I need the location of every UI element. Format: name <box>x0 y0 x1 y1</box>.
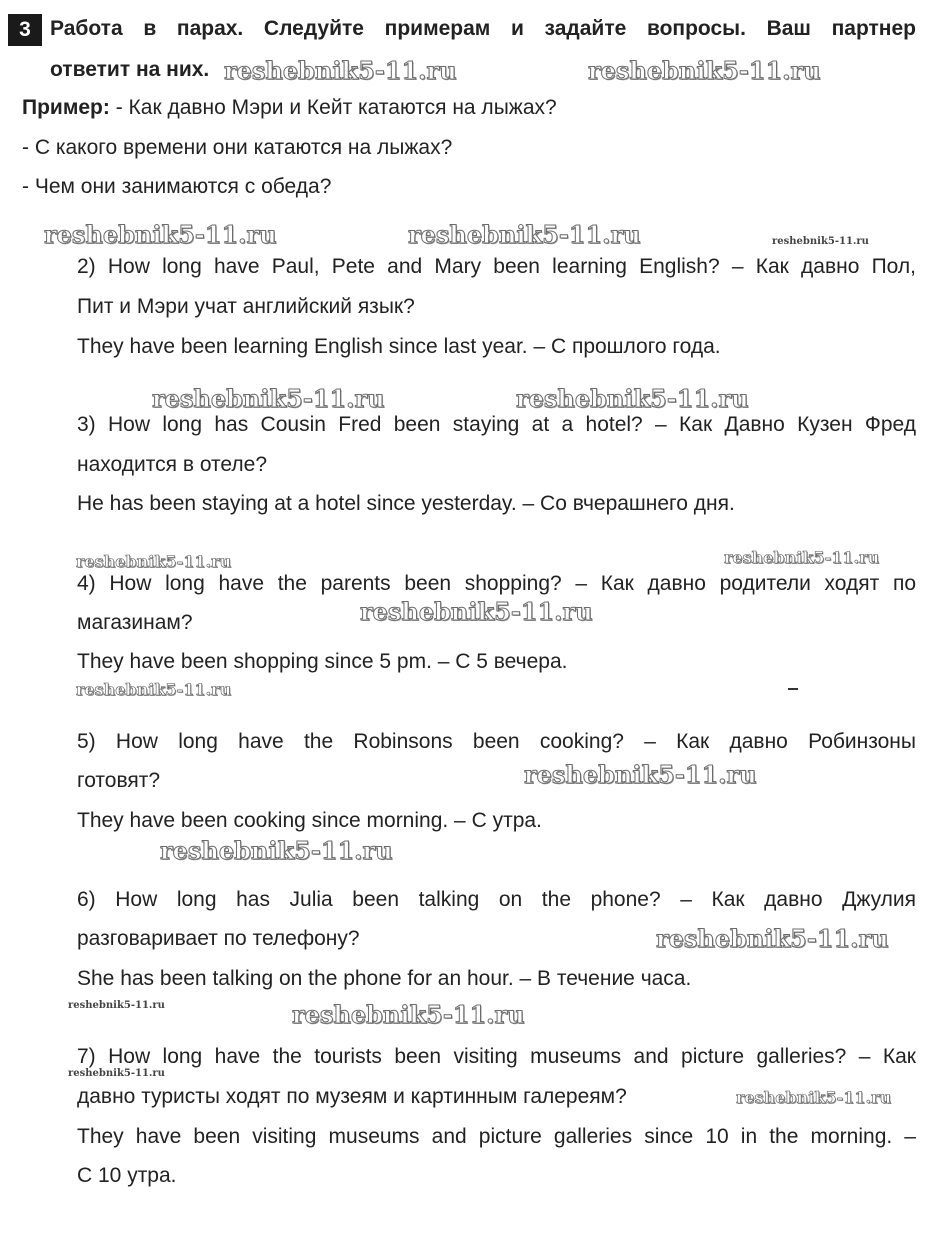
watermark: reshebnik5-11.ru <box>152 384 385 413</box>
watermark: reshebnik5-11.ru <box>772 236 869 247</box>
item-5-question-line-1: 5) How long have the Robinsons been cooking? – Как давно Робинзоны <box>77 730 916 753</box>
item-5-answer: They have been cooking since morning. – С утра. <box>77 809 542 832</box>
watermark: reshebnik5-11.ru <box>656 924 889 953</box>
stray-mark <box>788 688 798 690</box>
item-3-question-line-2: находится в отеле? <box>77 453 268 476</box>
example-question-2: - С какого времени они катаются на лыжах? <box>22 136 453 159</box>
item-3-answer: He has been staying at a hotel since yesterday. – Со вчерашнего дня. <box>77 492 735 515</box>
watermark: reshebnik5-11.ru <box>588 56 821 85</box>
watermark: reshebnik5-11.ru <box>68 1000 165 1011</box>
watermark: reshebnik5-11.ru <box>524 760 757 789</box>
item-2-question-line-2: Пит и Мэри учат английский язык? <box>77 295 415 318</box>
watermark: reshebnik5-11.ru <box>68 1068 165 1079</box>
item-2-answer: They have been learning English since last year. – С прошлого года. <box>77 335 721 358</box>
item-4-question-line-2: магазинам? <box>77 611 193 634</box>
item-7-answer-line-2: С 10 утра. <box>77 1164 177 1187</box>
item-7-question-line-2: давно туристы ходят по музеям и картинным галереям? <box>77 1085 627 1108</box>
example-question-3: - Чем они занимаются с обеда? <box>22 175 332 198</box>
watermark: reshebnik5-11.ru <box>736 1088 892 1107</box>
task-instruction-line-2: ответит на них. <box>50 58 210 81</box>
watermark: reshebnik5-11.ru <box>160 836 393 865</box>
item-2-question-line-1: 2) How long have Paul, Pete and Mary been learning English? – Как давно Пол, <box>77 255 916 278</box>
watermark: reshebnik5-11.ru <box>292 1000 525 1029</box>
item-4-answer: They have been shopping since 5 pm. – С 5 вечера. <box>77 650 568 673</box>
task-number: 3 <box>8 14 42 46</box>
item-5-question-line-2: готовят? <box>77 769 161 792</box>
item-6-answer: She has been talking on the phone for an hour. – В течение часа. <box>77 967 692 990</box>
watermark: reshebnik5-11.ru <box>724 548 880 567</box>
item-3-question-line-1: 3) How long has Cousin Fred been staying at a hotel? – Как Давно Кузен Фред <box>77 413 916 436</box>
watermark: reshebnik5-11.ru <box>76 552 232 571</box>
watermark: reshebnik5-11.ru <box>516 384 749 413</box>
item-7-answer-line-1: They have been visiting museums and picture galleries since 10 in the morning. – <box>77 1125 916 1148</box>
watermark: reshebnik5-11.ru <box>360 597 593 626</box>
watermark: reshebnik5-11.ru <box>224 56 457 85</box>
example-line-1 <box>22 96 557 120</box>
item-4-question-line-1: 4) How long have the parents been shopping? – Как давно родители ходят по <box>77 572 916 595</box>
watermark: reshebnik5-11.ru <box>44 220 277 249</box>
item-6-question-line-2: разговаривает по телефону? <box>77 927 360 950</box>
task-instruction-line-1: Работа в парах. Следуйте примерам и задайте вопросы. Ваш партнер <box>50 17 916 40</box>
watermark: reshebnik5-11.ru <box>76 680 232 699</box>
item-7-question-line-1: 7) How long have the tourists been visiting museums and picture galleries? – Как <box>77 1045 916 1068</box>
example-label: Пример: <box>22 96 110 119</box>
watermark: reshebnik5-11.ru <box>408 220 641 249</box>
item-6-question-line-1: 6) How long has Julia been talking on the phone? – Как давно Джулия <box>77 888 916 911</box>
example-question-1: - Как давно Мэри и Кейт катаются на лыжах? <box>109 96 557 119</box>
